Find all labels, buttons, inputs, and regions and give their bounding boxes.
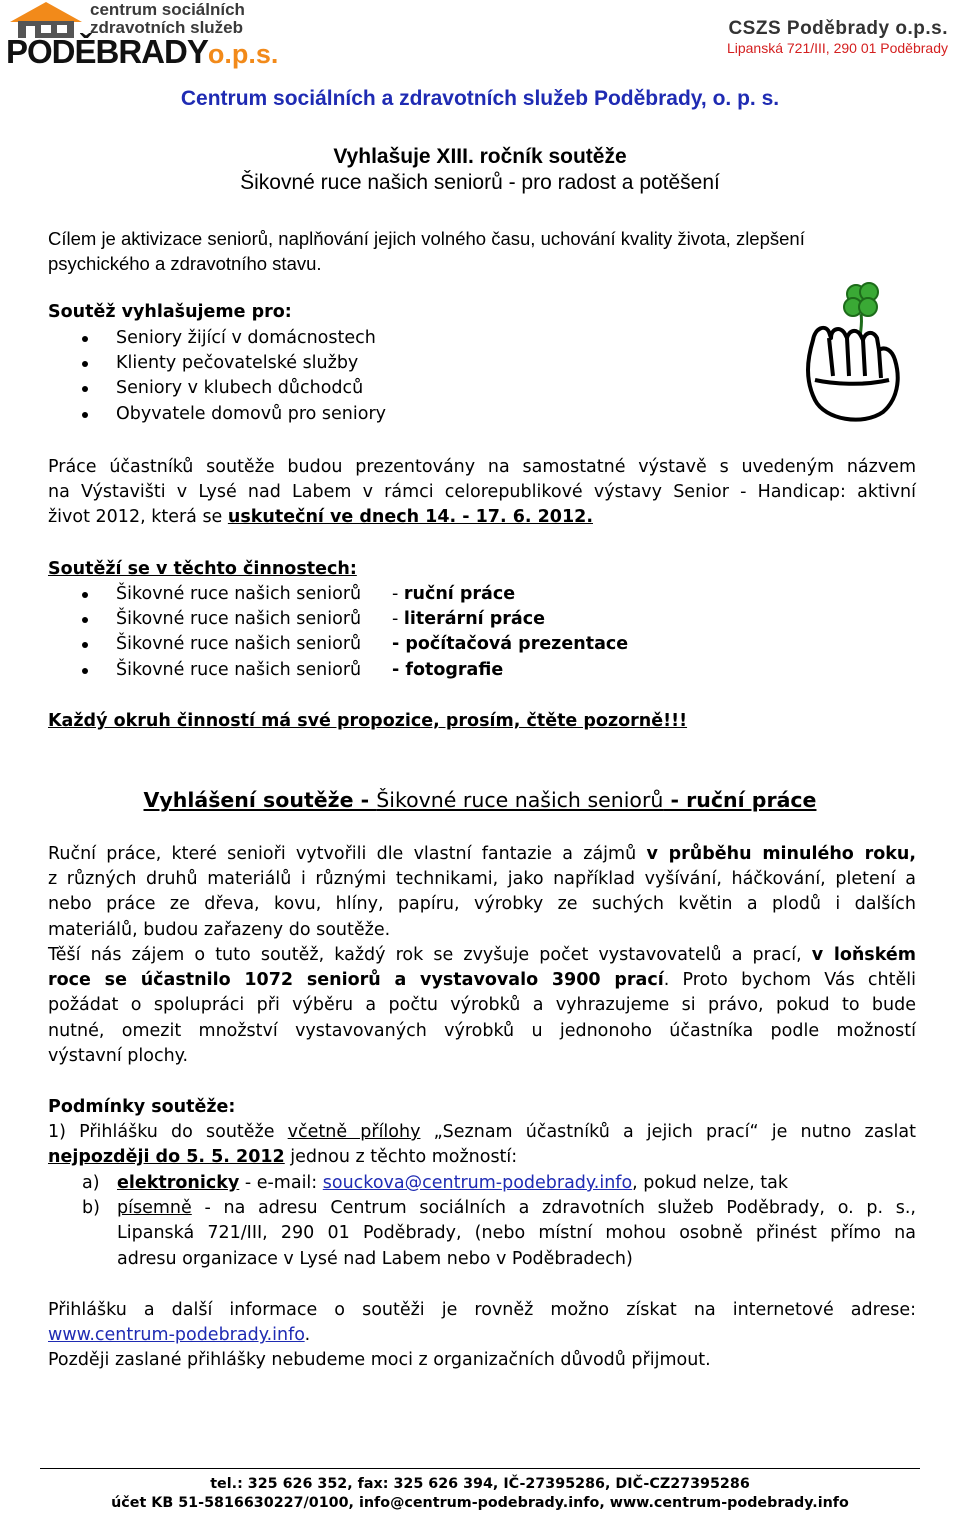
target-list [82, 326, 386, 427]
conditions-line2 [48, 1145, 916, 1170]
header-org-name: CSZS Poděbrady o.p.s. [728, 18, 948, 39]
handicraft-text: Ruční práce, které senioři vytvořili dle vlastní fantazie a zájmů [48, 844, 647, 864]
exhibition-line1: Práce účastníků soutěže budou prezentovány na samostatné výstavě s uvedeným názvem [48, 457, 916, 477]
footer-account: účet KB 51-5816630227/0100, info@centrum-podebrady.info, www.centrum-podebrady.info [111, 1495, 849, 1511]
list-item: Seniory žijící v domácnostech [82, 326, 386, 351]
header-address: Lipanská 721/III, 290 01 Poděbrady [726, 40, 948, 56]
section-title [0, 788, 960, 813]
target-heading: Soutěž vyhlašujeme pro: [48, 302, 292, 322]
option-written-line2: Lipanská 721/III, 290 01 Poděbrady, (nebo místní mohou osobně přinést přímo na [117, 1223, 916, 1244]
option-written: písemně [117, 1198, 192, 1219]
submission-options [48, 1171, 916, 1272]
logo-town-name: PODĚBRADY [6, 33, 208, 70]
logo-text-line2: zdravotních služeb [90, 18, 244, 37]
handicraft-line2: z různých druhů materiálů i různými technikami, jako například vyšívání, háčkování, pletení a [48, 869, 916, 890]
hand-clover-icon [793, 280, 908, 430]
section-title-name: Šikovné ruce našich seniorů [376, 788, 664, 812]
list-item: Klienty pečovatelské služby [82, 351, 386, 376]
list-item [82, 582, 628, 607]
option-electronic: elektronicky [117, 1173, 240, 1193]
announcement-competition: ročník soutěže [473, 145, 627, 168]
activity-dash: - [392, 584, 404, 604]
conditions-paragraph [48, 1120, 916, 1170]
propozice-notice: Každý okruh činností má své propozice, prosím, čtěte pozorně!!! [48, 711, 688, 731]
conditions-line1 [48, 1120, 916, 1145]
conditions-deadline: nejpozději do 5. 5. 2012 [48, 1147, 285, 1168]
list-item: Seniory v klubech důchodců [82, 376, 386, 401]
logo-town [6, 34, 278, 72]
website-link[interactable]: www.centrum-podebrady.info [48, 1325, 305, 1346]
interest-line2 [48, 968, 916, 993]
activity-type: ruční práce [403, 584, 516, 604]
conditions-options: jednou z těchto možností: [284, 1147, 518, 1168]
option-written-address: - na adresu Centrum sociálních a zdravotních služeb Poděbrady, o. p. s., [191, 1198, 916, 1219]
interest-last-year: v loňském [811, 945, 916, 965]
option-written-line1 [117, 1196, 916, 1221]
interest-line4: nutné, omezit množství vystavovaných výrobků u jednonoho účastníka podle možností [48, 1020, 916, 1041]
email-link[interactable]: souckova@centrum-podebrady.info [322, 1173, 633, 1193]
intro-line1: Cílem je aktivizace seniorů, naplňování jejich volného času, uchování kvality života, zlepšení [48, 228, 805, 249]
list-item [48, 1171, 916, 1196]
conditions-attachment: včetně přílohy [287, 1122, 421, 1142]
handicraft-paragraph [48, 842, 916, 943]
intro-paragraph [48, 226, 916, 276]
info-dot: . [304, 1325, 311, 1346]
info-paragraph [48, 1298, 916, 1374]
info-line2 [48, 1323, 916, 1348]
list-item [82, 607, 628, 632]
conditions-heading: Podmínky soutěže: [48, 1097, 236, 1117]
activity-name: Šikovné ruce našich seniorů [116, 584, 362, 604]
info-line3: Později zaslané přihlášky nebudeme moci z organizačních důvodů přijmout. [48, 1350, 711, 1371]
handicraft-line1 [48, 842, 916, 867]
competition-title: Šikovné ruce našich seniorů - pro radost a potěšení [240, 171, 720, 194]
list-item [82, 632, 628, 657]
exhibition-dates: uskuteční ve dnech 14. - 17. 6. 2012. [227, 507, 593, 528]
conditions-text: 1) Přihlášku do soutěže [48, 1122, 288, 1142]
option-label: b) [82, 1198, 100, 1219]
interest-stats: roce se účastnilo 1072 seniorů a vystavovalo 3900 prací [48, 970, 664, 991]
footer-divider [40, 1468, 920, 1469]
activities-heading: Soutěží se v těchto činnostech: [48, 559, 357, 579]
organization-logo [6, 0, 306, 72]
exhibition-paragraph [48, 455, 916, 531]
interest-line1 [48, 943, 916, 968]
interest-line3: požádat o spolupráci při výběru a počtu výrobků a vyhrazujeme si právo, pokud to bude [48, 995, 916, 1016]
activity-dash: - [392, 609, 404, 630]
header-contact [727, 18, 948, 57]
activity-name: Šikovné ruce našich seniorů [116, 609, 362, 630]
activity-type: počítačová prezentace [405, 634, 629, 655]
option-written-line3: adresu organizace v Lysé nad Labem nebo v Poděbradech) [117, 1248, 633, 1269]
activity-dash: - [392, 634, 406, 655]
logo-text-line1: centrum sociálních [90, 0, 245, 19]
activity-dash: - [392, 659, 406, 680]
logo-suffix: o.p.s. [207, 39, 279, 69]
exhibition-text: život 2012, která se [48, 507, 228, 528]
list-item [48, 1196, 916, 1272]
activity-type: fotografie [405, 659, 504, 680]
handicraft-period: v průběhu minulého roku, [646, 844, 916, 864]
announcement-line1 [0, 144, 960, 169]
activity-name: Šikovné ruce našich seniorů [116, 659, 362, 680]
list-item: Obyvatele domovů pro seniory [82, 402, 386, 427]
interest-text: Těší nás zájem o tuto soutěž, každý rok se zvyšuje počet vystavovatelů a prací, [48, 945, 812, 965]
section-title-prefix: Vyhlášení soutěže - [143, 788, 377, 812]
option-email-end: , pokud nelze, tak [632, 1173, 788, 1193]
interest-paragraph [48, 943, 916, 1069]
handicraft-line4: materiálů, budou zařazeny do soutěže. [48, 919, 391, 940]
intro-line2: psychického a zdravotního stavu. [48, 253, 322, 274]
conditions-list-name: „Seznam účastníků a jejich prací“ je nutno zaslat [420, 1122, 916, 1142]
option-email-label: - e-mail: [239, 1173, 323, 1193]
handicraft-line3: nebo práce ze dřeva, kovu, hlíny, papíru, výrobky ze suchých květin a plodů i dalších [48, 894, 916, 915]
exhibition-line3 [48, 505, 916, 530]
list-item [82, 658, 628, 683]
activities-list [82, 582, 628, 683]
interest-request: . Proto bychom Vás chtěli [663, 970, 916, 991]
announcement-edition: Vyhlašuje XIII. [333, 145, 474, 168]
info-line1: Přihlášku a další informace o soutěži je rovněž možno získat na internetové adrese: [48, 1300, 916, 1320]
org-title: Centrum sociálních a zdravotních služeb Poděbrady, o. p. s. [180, 87, 780, 110]
section-title-suffix: - ruční práce [663, 788, 817, 812]
footer-contacts: tel.: 325 626 352, fax: 325 626 394, IČ-27395286, DIČ-CZ27395286 [210, 1476, 750, 1492]
activity-type: literární práce [403, 609, 545, 630]
interest-line5: výstavní plochy. [48, 1045, 189, 1066]
exhibition-line2: na Výstavišti v Lysé nad Labem v rámci celorepublikové výstavy Senior - Handicap: aktivní [48, 482, 916, 503]
activity-name: Šikovné ruce našich seniorů [116, 634, 362, 655]
option-label: a) [82, 1173, 100, 1193]
